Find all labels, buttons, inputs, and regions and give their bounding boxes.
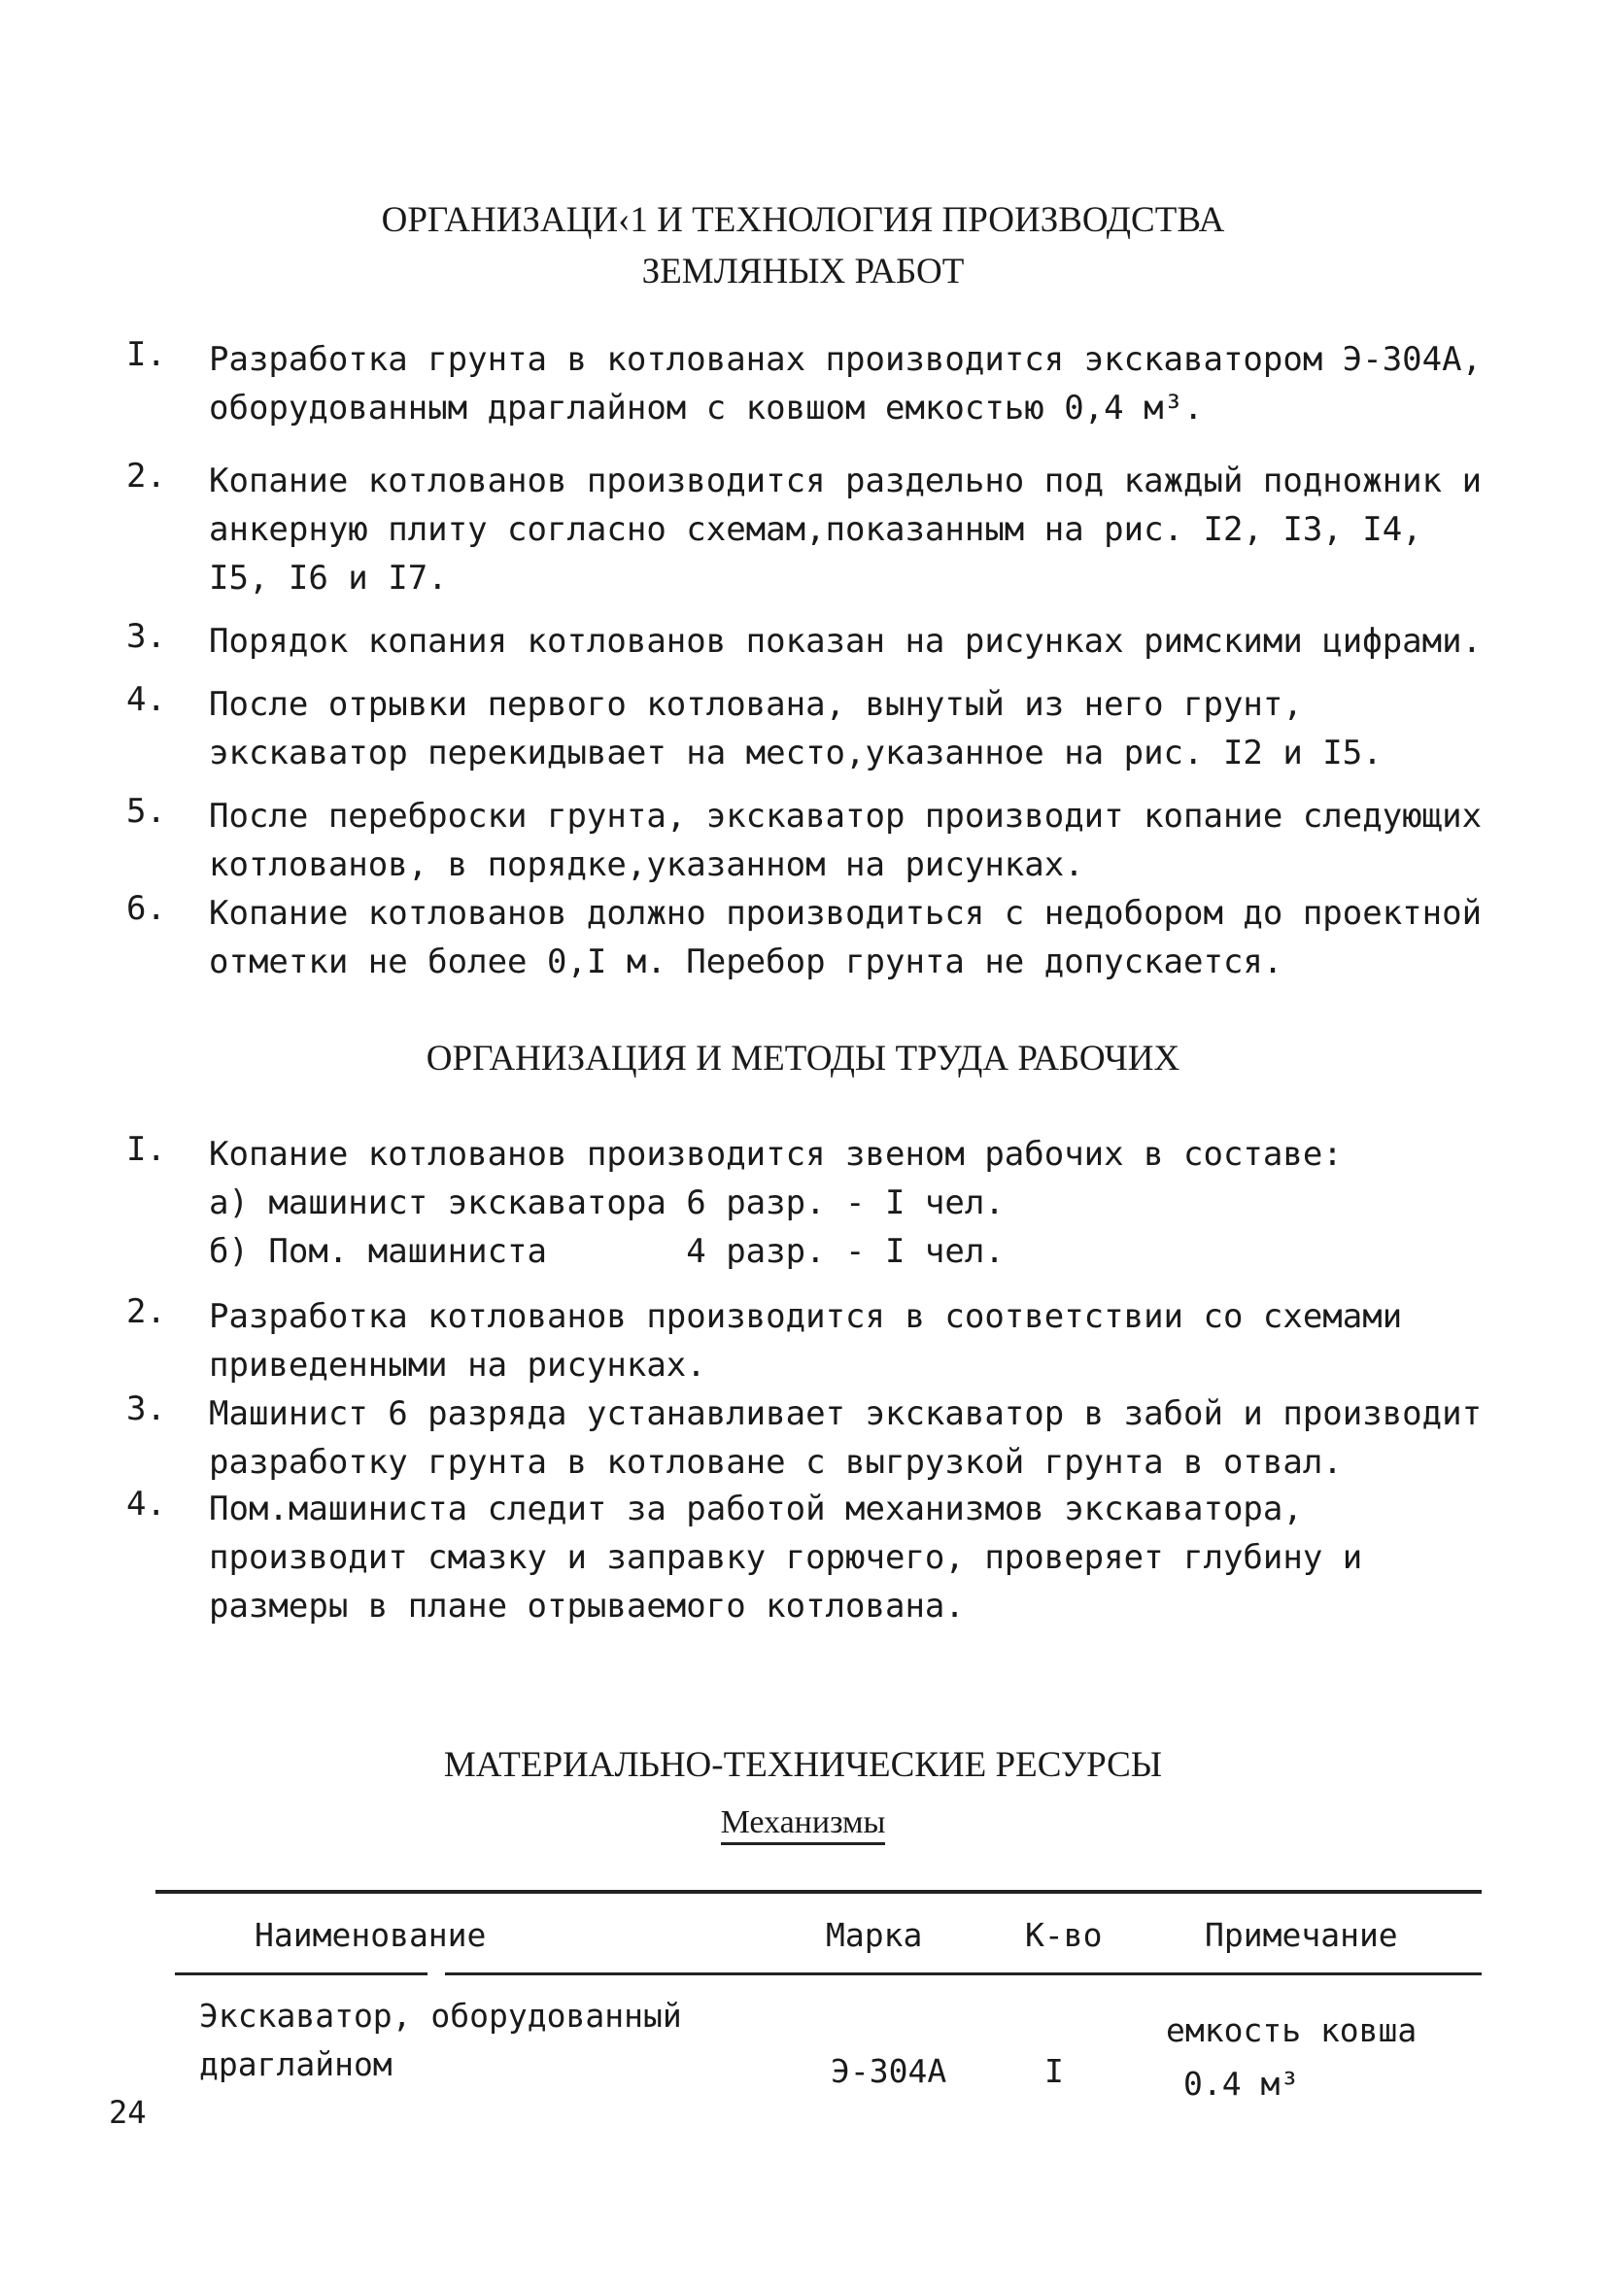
list-item-text: После отрывки первого котлована, вынутый из него грунт, экскаватор перекидывает на место,указанное на рис. I2 и I5. <box>209 685 1383 772</box>
list-item-number: 3. <box>126 1389 166 1428</box>
cell-qty: I <box>1044 2052 1064 2090</box>
list-item-number: 4. <box>126 680 166 719</box>
list-item-number: 3. <box>126 617 166 656</box>
list-item <box>126 335 1486 432</box>
list-item-number: 2. <box>126 457 166 496</box>
list-item-text: Машинист 6 разряда устанавливает экскаватор в забой и производит разработку грунта в котловане с выгрузкой грунта в отвал. <box>209 1394 1483 1482</box>
list-item-text: После переброски грунта, экскаватор производит копание следующих котлованов, в порядке,указанном на рисунках. <box>209 797 1483 884</box>
cell-note-line1: емкость ковша <box>1166 2011 1418 2049</box>
cell-name-line2: драглайном <box>199 2045 393 2083</box>
list-item-number: 5. <box>126 792 166 831</box>
list-item-number: 2. <box>126 1292 166 1331</box>
sub-item-assistant: б) Пом. машиниста 4 разр. - I чел. <box>209 1232 1005 1271</box>
list-item-text: Пом.машиниста следит за работой механизмов экскаватора, производит смазку и заправку горючего, проверяет глубину и размеры в плане отрываемого котлована. <box>209 1490 1363 1626</box>
section-title-resources: МАТЕРИАЛЬНО-ТЕХНИЧЕСКИЕ РЕСУРСЫ <box>443 1745 1163 1785</box>
table-header-rule-left <box>175 1972 427 1975</box>
list-item-text: Копание котлованов должно производиться с недобором до проектной отметки не более 0,I м. Перебор грунта не допускается. <box>209 894 1483 981</box>
list-item-number: 4. <box>126 1485 166 1524</box>
list-item <box>126 617 1486 666</box>
list-item-number: I. <box>126 1130 166 1169</box>
section-subtitle-earthworks: ЗЕМЛЯНЫХ РАБОТ <box>641 252 965 291</box>
list-item <box>126 680 1486 777</box>
list-item <box>126 792 1486 889</box>
cell-note-line2: 0.4 м³ <box>1183 2065 1300 2103</box>
column-header-mark: Марка <box>826 1916 923 1954</box>
list-item <box>126 1292 1486 1389</box>
cell-name-line1: Экскаватор, оборудованный <box>199 1997 682 2035</box>
mechanisms-label: Механизмы <box>721 1804 886 1845</box>
list-item-text: Копание котлованов производится раздельно под каждый подножник и анкерную плиту согласно схемам,показанным на рис. I2, I3, I4, I5, I6 и I7. <box>209 462 1483 598</box>
column-header-name: Наименование <box>255 1916 487 1954</box>
list-item <box>126 457 1486 602</box>
page-number: 24 <box>109 2094 147 2131</box>
list-item-number: I. <box>126 335 166 374</box>
list-item-number: 6. <box>126 889 166 928</box>
column-header-note: Примечание <box>1205 1916 1398 1954</box>
section-title-organization-technology: ОРГАНИЗАЦИ‹1 И ТЕХНОЛОГИЯ ПРОИЗВОДСТВА <box>381 200 1225 240</box>
list-item-text: Разработка грунта в котлованах производится экскаватором Э-304А, оборудованным драглайном с ковшом емкостью 0,4 м³. <box>209 340 1483 428</box>
table-header-rule-right <box>445 1972 1482 1975</box>
list-item-text: Разработка котлованов производится в соответствии со схемами приведенными на рисунках. <box>209 1297 1403 1385</box>
list-item <box>126 1485 1486 1630</box>
cell-mark: Э-304А <box>831 2052 947 2090</box>
list-item-text: Копание котлованов производится звеном рабочих в составе: <box>209 1135 1343 1174</box>
section-title-labor-organization: ОРГАНИЗАЦИЯ И МЕТОДЫ ТРУДА РАБОЧИХ <box>426 1039 1180 1079</box>
list-item <box>126 1130 1486 1276</box>
list-item <box>126 1389 1486 1487</box>
column-header-qty: К-во <box>1025 1916 1103 1954</box>
section-subtitle-mechanisms <box>0 1804 1606 1841</box>
list-item <box>126 889 1486 986</box>
list-item-text: Порядок копания котлованов показан на рисунках римскими цифрами. <box>209 622 1483 661</box>
table-top-rule <box>155 1890 1482 1894</box>
sub-item-machinist: а) машинист экскаватора 6 разр. - I чел. <box>209 1183 1005 1222</box>
